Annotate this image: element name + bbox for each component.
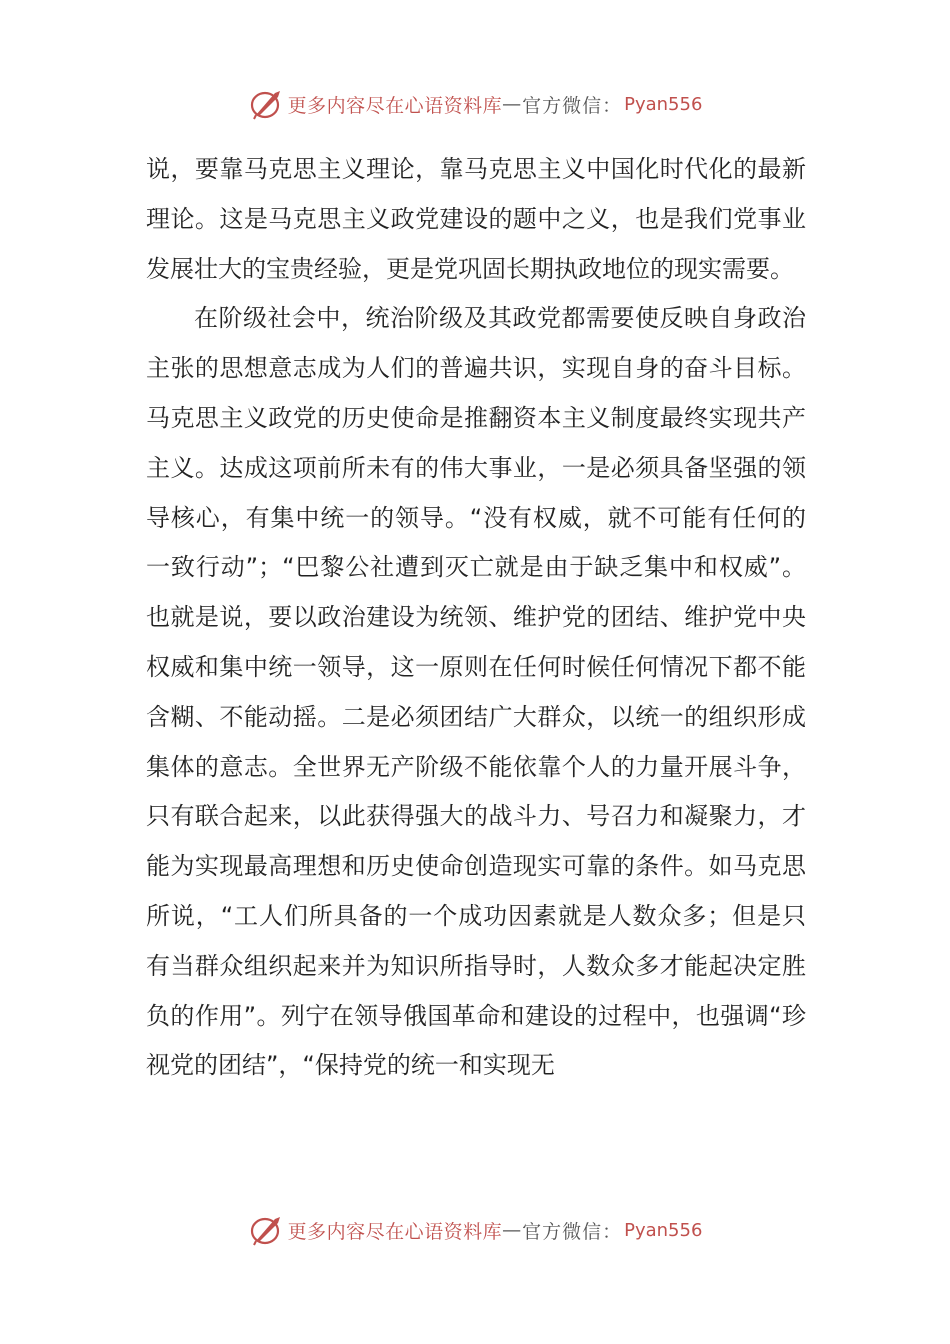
quill-pen-logo-icon xyxy=(248,87,286,121)
banner-wechat-id: Pyan556 xyxy=(624,1219,703,1241)
banner-separator: — xyxy=(502,93,523,115)
banner-wechat-label: 官方微信： xyxy=(522,1220,623,1243)
banner-brand-text: 更多内容尽在心语资料库 xyxy=(287,94,503,117)
quill-pen-logo-icon xyxy=(248,1213,286,1247)
paragraph: 在阶级社会中，统治阶级及其政党都需要使反映自身政治主张的思想意志成为人们的普遍共识，实现自身的奋斗目标。马克思主义政党的历史使命是推翻资本主义制度最终实现共产主义。达成这项前所未有的伟大事业，一是必须具备坚强的领导核心，有集中统一的领导。“没有权威，就不可能有任何的一致行动”；“巴黎公社遭到灭亡就是由于缺乏集中和权威”。也就是说，要以政治建设为统领、维护党的团结、维护党中央权威和集中统一领导，这一原则在任何时候任何情况下都不能含糊、不能动摇。二是必须团结广大群众，以统一的组织形成集体的意志。全世界无产阶级不能依靠个人的力量开展斗争，只有联合起来，以此获得强大的战斗力、号召力和凝聚力，才能为实现最高理想和历史使命创造现实可靠的条件。如马克思所说，“工人们所具备的一个成功因素就是人数众多；但是只有当群众组织起来并为知识所指导时，人数众多才能起决定胜负的作用”。列宁在领导俄国革命和建设的过程中，也强调“珍视党的团结”，“保持党的统一和实现无 xyxy=(146,304,806,1080)
banner-wechat-label: 官方微信： xyxy=(522,94,623,117)
banner-separator: — xyxy=(502,1219,523,1241)
banner-brand-text: 更多内容尽在心语资料库 xyxy=(287,1220,503,1243)
footer-watermark-banner xyxy=(0,1210,950,1250)
header-watermark-banner xyxy=(0,84,950,124)
banner-wechat-id: Pyan556 xyxy=(624,93,703,115)
document-body xyxy=(146,145,806,1091)
paragraph-continued: 说，要靠马克思主义理论，靠马克思主义中国化时代化的最新理论。这是马克思主义政党建设的题中之义，也是我们党事业发展壮大的宝贵经验，更是党巩固长期执政地位的现实需要。 xyxy=(146,155,806,283)
